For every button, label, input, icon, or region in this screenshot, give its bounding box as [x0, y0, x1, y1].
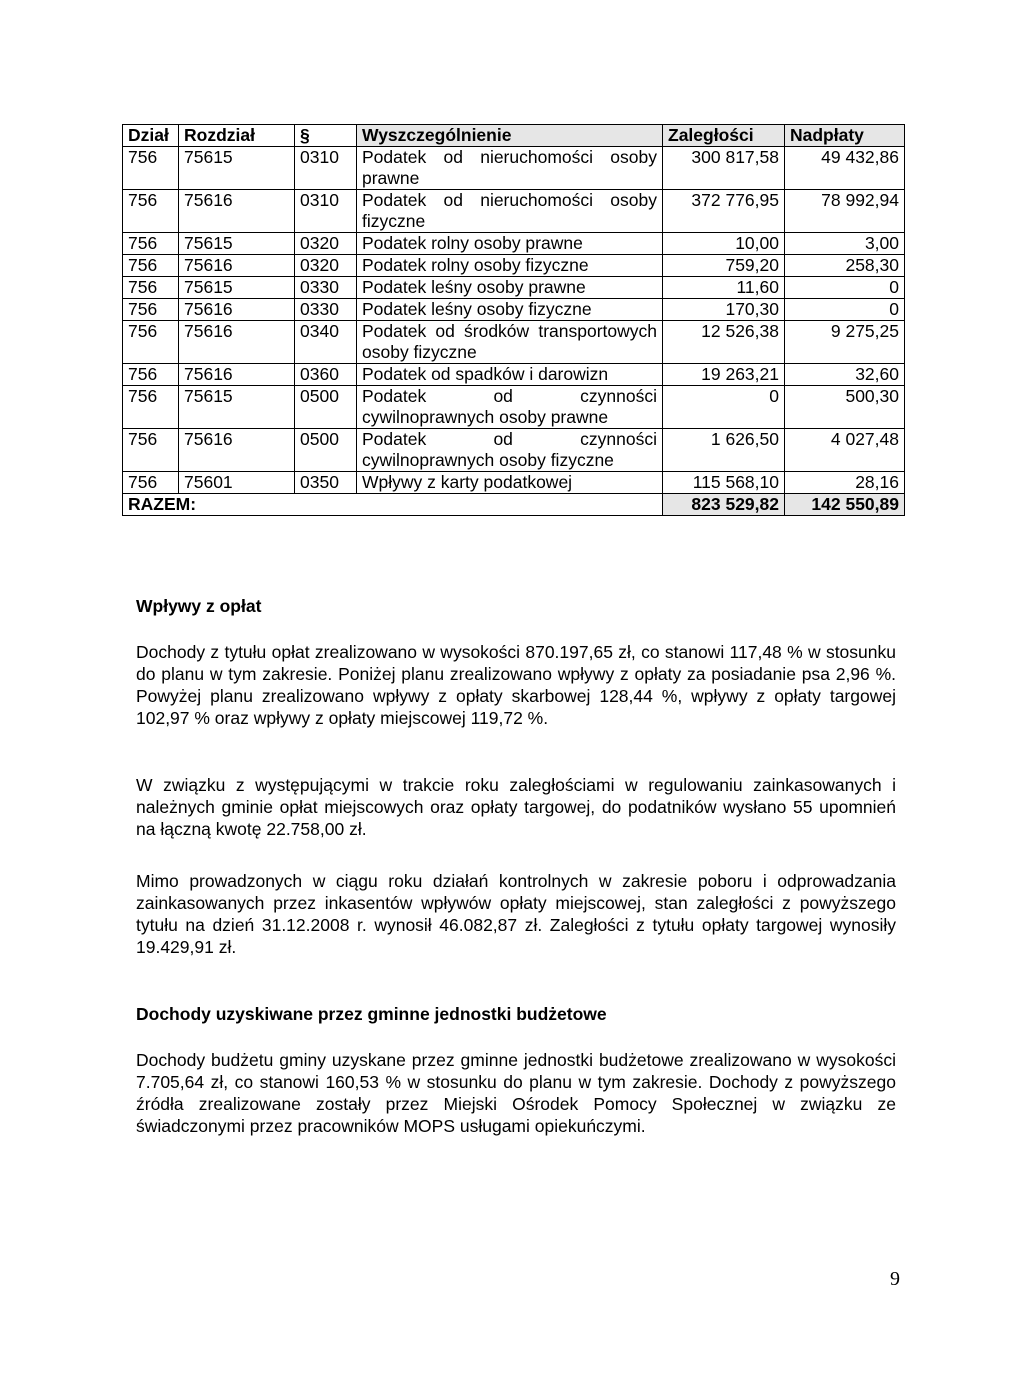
table-row [123, 233, 905, 255]
cell-paragraph: 0340 [295, 321, 357, 364]
cell-overpayments: 4 027,48 [785, 429, 905, 472]
cell-arrears: 372 776,95 [663, 190, 785, 233]
cell-paragraph: 0360 [295, 364, 357, 386]
paragraph-fees-2: W związku z występującymi w trakcie roku zaległościami w regulowaniu zainkasowanych i należnych gminie opłat miejscowych oraz opłaty targowej, do podatników wysłano 55 upomnień na łączną kwotę 22.758,00 zł. [136, 775, 896, 839]
header-nadplaty: Nadpłaty [785, 125, 905, 147]
cell-description: Podatek leśny osoby prawne [357, 277, 663, 299]
cell-rozdzial: 75615 [179, 147, 295, 190]
cell-arrears: 759,20 [663, 255, 785, 277]
cell-rozdzial: 75615 [179, 233, 295, 255]
cell-paragraph: 0310 [295, 190, 357, 233]
cell-rozdzial: 75616 [179, 321, 295, 364]
table-row [123, 190, 905, 233]
cell-arrears: 0 [663, 386, 785, 429]
cell-dzial: 756 [123, 321, 179, 364]
cell-description: Podatek od nieruchomości osoby fizyczne [357, 190, 663, 233]
cell-arrears: 12 526,38 [663, 321, 785, 364]
cell-overpayments: 78 992,94 [785, 190, 905, 233]
cell-dzial: 756 [123, 472, 179, 494]
cell-arrears: 115 568,10 [663, 472, 785, 494]
cell-overpayments: 28,16 [785, 472, 905, 494]
cell-paragraph: 0320 [295, 233, 357, 255]
cell-rozdzial: 75601 [179, 472, 295, 494]
cell-dzial: 756 [123, 147, 179, 190]
cell-description: Podatek od czynności cywilnoprawnych osoby fizyczne [357, 429, 663, 472]
cell-description: Podatek od spadków i darowizn [357, 364, 663, 386]
table-header-row [123, 125, 905, 147]
page-number: 9 [890, 1268, 900, 1290]
table-row [123, 321, 905, 364]
cell-paragraph: 0330 [295, 277, 357, 299]
header-dzial: Dział [123, 125, 179, 147]
cell-rozdzial: 75616 [179, 299, 295, 321]
cell-dzial: 756 [123, 386, 179, 429]
cell-arrears: 10,00 [663, 233, 785, 255]
section-heading-fees: Wpływy z opłat [136, 596, 262, 616]
table-row [123, 147, 905, 190]
table-row [123, 386, 905, 429]
total-overpayments: 142 550,89 [785, 494, 905, 516]
cell-dzial: 756 [123, 190, 179, 233]
header-rozdzial: Rozdział [179, 125, 295, 147]
cell-overpayments: 0 [785, 277, 905, 299]
cell-overpayments: 500,30 [785, 386, 905, 429]
cell-rozdzial: 75616 [179, 255, 295, 277]
cell-dzial: 756 [123, 277, 179, 299]
cell-arrears: 300 817,58 [663, 147, 785, 190]
cell-arrears: 1 626,50 [663, 429, 785, 472]
section-heading-budget-units: Dochody uzyskiwane przez gminne jednostki budżetowe [136, 1004, 607, 1024]
table-row [123, 299, 905, 321]
cell-overpayments: 49 432,86 [785, 147, 905, 190]
cell-overpayments: 3,00 [785, 233, 905, 255]
table-row [123, 277, 905, 299]
cell-paragraph: 0500 [295, 386, 357, 429]
header-zaleglosci: Zaległości [663, 125, 785, 147]
table-body [123, 147, 905, 494]
cell-rozdzial: 75616 [179, 190, 295, 233]
cell-overpayments: 258,30 [785, 255, 905, 277]
cell-arrears: 19 263,21 [663, 364, 785, 386]
cell-paragraph: 0500 [295, 429, 357, 472]
cell-paragraph: 0350 [295, 472, 357, 494]
table-row [123, 472, 905, 494]
cell-rozdzial: 75615 [179, 277, 295, 299]
total-label: RAZEM: [123, 494, 663, 516]
paragraph-fees-1: Dochody z tytułu opłat zrealizowano w wysokości 870.197,65 zł, co stanowi 117,48 % w stosunku do planu w tym zakresie. Poniżej planu zrealizowano wpływy z opłaty za posiadanie psa 2,96 %. Powyżej planu zrealizowano wpływy z opłaty skarbowej 128,44 %, wpływy z opłaty targowej 102,97 % oraz wpływy z opłaty miejscowej 119,72 %. [136, 642, 896, 728]
cell-rozdzial: 75616 [179, 364, 295, 386]
cell-dzial: 756 [123, 364, 179, 386]
table-row [123, 364, 905, 386]
cell-arrears: 11,60 [663, 277, 785, 299]
paragraph-budget-units-1: Dochody budżetu gminy uzyskane przez gminne jednostki budżetowe zrealizowano w wysokości 7.705,64 zł, co stanowi 160,53 % w stosunku do planu w tym zakresie. Dochody z powyższego źródła zrealizowane zostały przez Miejski Ośrodek Pomocy Społecznej w związku ze świadczonymi przez pracowników MOPS usługami opiekuńczymi. [136, 1050, 896, 1136]
table-total-row [123, 494, 905, 516]
table-row [123, 429, 905, 472]
cell-rozdzial: 75615 [179, 386, 295, 429]
cell-description: Podatek od nieruchomości osoby prawne [357, 147, 663, 190]
cell-paragraph: 0310 [295, 147, 357, 190]
cell-description: Podatek od środków transportowych osoby fizyczne [357, 321, 663, 364]
cell-dzial: 756 [123, 429, 179, 472]
cell-description: Podatek leśny osoby fizyczne [357, 299, 663, 321]
cell-paragraph: 0330 [295, 299, 357, 321]
cell-arrears: 170,30 [663, 299, 785, 321]
cell-overpayments: 32,60 [785, 364, 905, 386]
total-arrears: 823 529,82 [663, 494, 785, 516]
table-row [123, 255, 905, 277]
cell-description: Wpływy z karty podatkowej [357, 472, 663, 494]
cell-paragraph: 0320 [295, 255, 357, 277]
header-wyszczegolnienie: Wyszczególnienie [357, 125, 663, 147]
paragraph-fees-3: Mimo prowadzonych w ciągu roku działań kontrolnych w zakresie poboru i odprowadzania zainkasowanych przez inkasentów wpływów opłaty miejscowej, stan zaległości z powyższego tytułu na dzień 31.12.2008 r. wynosił 46.082,87 zł. Zaległości z tytułu opłaty targowej wynosiły 19.429,91 zł. [136, 871, 896, 957]
cell-description: Podatek od czynności cywilnoprawnych osoby prawne [357, 386, 663, 429]
cell-overpayments: 9 275,25 [785, 321, 905, 364]
cell-dzial: 756 [123, 233, 179, 255]
cell-dzial: 756 [123, 299, 179, 321]
cell-description: Podatek rolny osoby fizyczne [357, 255, 663, 277]
tax-arrears-table [122, 124, 905, 516]
cell-overpayments: 0 [785, 299, 905, 321]
cell-rozdzial: 75616 [179, 429, 295, 472]
cell-dzial: 756 [123, 255, 179, 277]
header-paragraph: § [295, 125, 357, 147]
cell-description: Podatek rolny osoby prawne [357, 233, 663, 255]
